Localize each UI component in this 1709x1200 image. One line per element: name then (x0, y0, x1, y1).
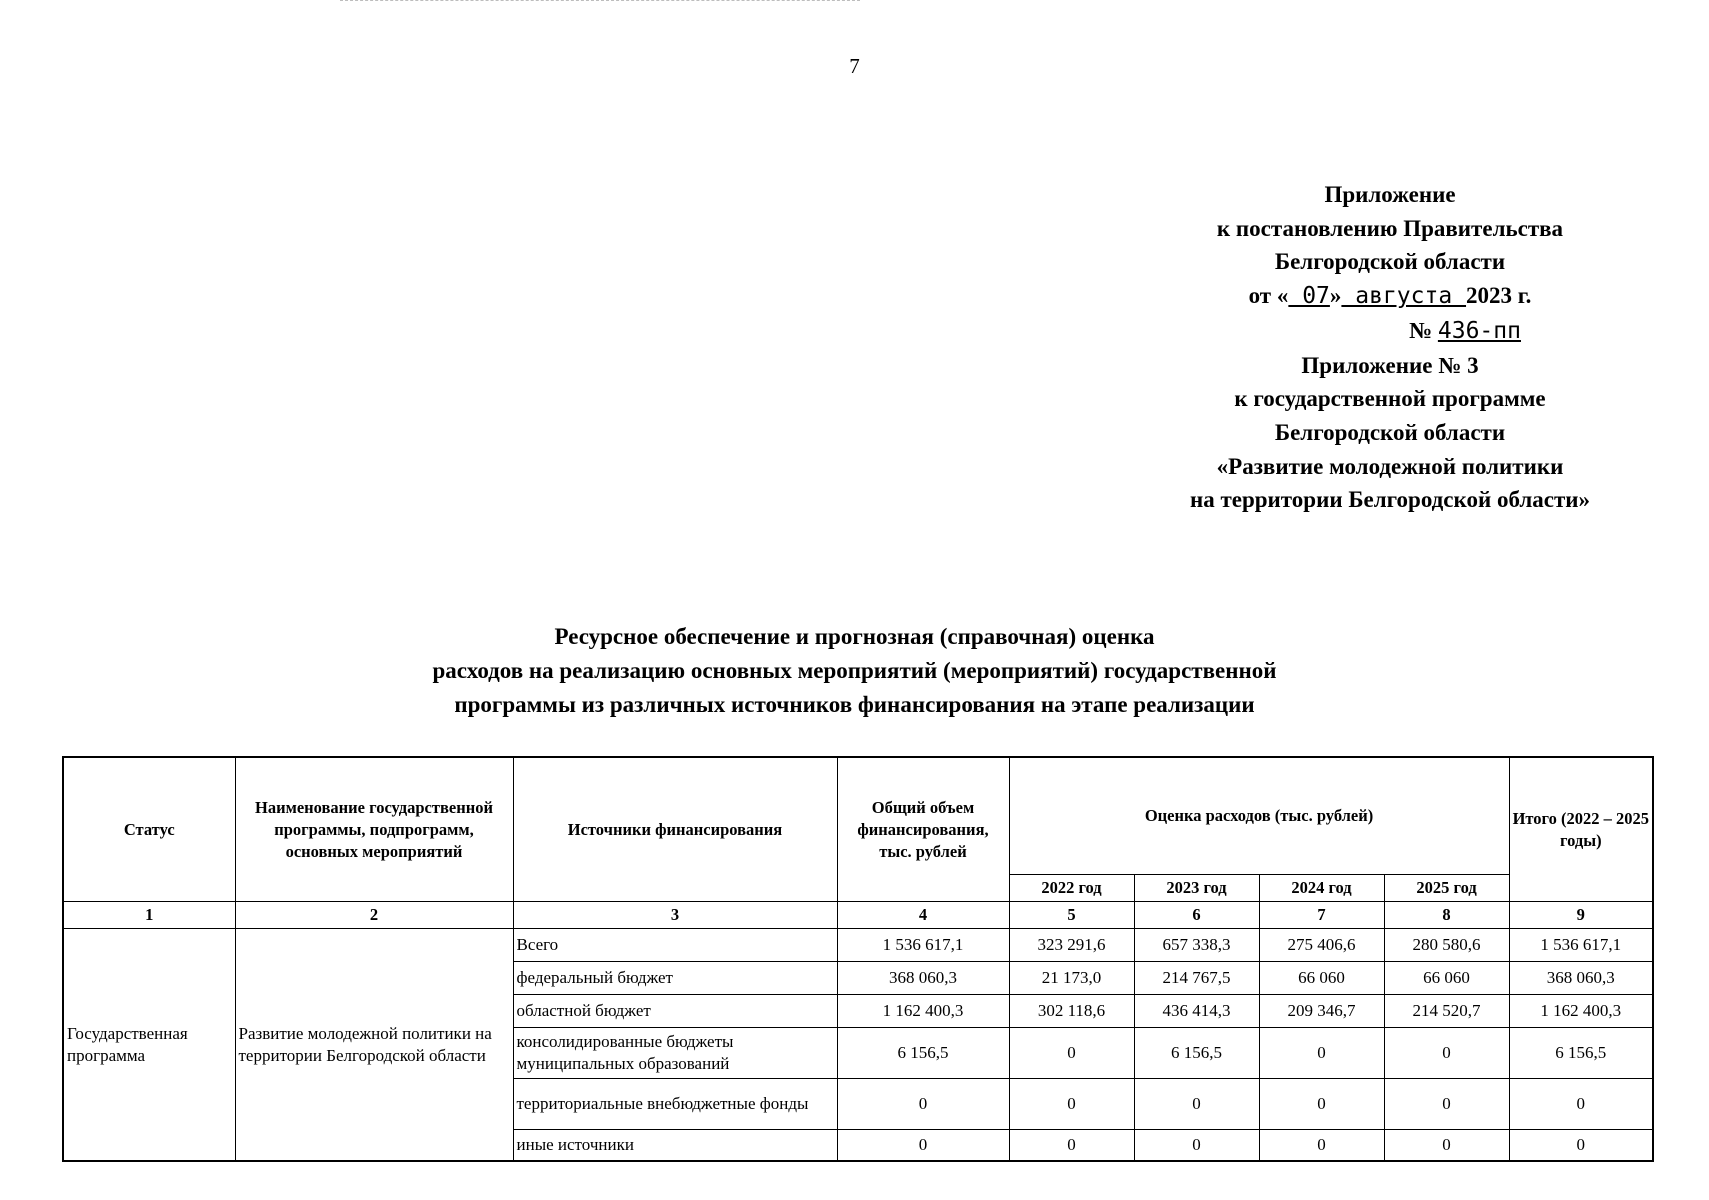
date-prefix: от « (1248, 283, 1289, 309)
year-2025-cell: 66 060 (1384, 962, 1509, 995)
total-cell: 0 (837, 1079, 1009, 1130)
header-line-2: к постановлению Правительства (1216, 215, 1564, 241)
col-header-total-volume: Общий объем финансирования, тыс. рублей (837, 757, 1009, 902)
sum-cell: 0 (1509, 1130, 1653, 1162)
col-number: 1 (63, 902, 235, 929)
sum-cell: 6 156,5 (1509, 1028, 1653, 1079)
col-header-year: 2025 год (1384, 875, 1509, 902)
scan-top-rule (340, 0, 860, 3)
appendix-header (1140, 178, 1640, 517)
year-2025-cell: 214 520,7 (1384, 995, 1509, 1028)
col-header-estimate: Оценка расходов (тыс. рублей) (1009, 757, 1509, 875)
col-header-sources: Источники финансирования (513, 757, 837, 902)
year-2025-cell: 280 580,6 (1384, 929, 1509, 962)
col-number: 7 (1259, 902, 1384, 929)
source-cell: территориальные внебюджетные фонды (513, 1079, 837, 1130)
year-2025-cell: 0 (1384, 1130, 1509, 1162)
year-2022-cell: 0 (1009, 1079, 1134, 1130)
total-cell: 6 156,5 (837, 1028, 1009, 1079)
year-2024-cell: 66 060 (1259, 962, 1384, 995)
column-number-row (63, 902, 1653, 929)
year-2024-cell: 209 346,7 (1259, 995, 1384, 1028)
year-2022-cell: 0 (1009, 1028, 1134, 1079)
year-2024-cell: 0 (1259, 1130, 1384, 1162)
col-header-year: 2022 год (1009, 875, 1134, 902)
year-2024-cell: 0 (1259, 1028, 1384, 1079)
year-2024-cell: 0 (1259, 1079, 1384, 1130)
col-header-total-period: Итого (2022 – 2025 годы) (1509, 757, 1653, 902)
program-name-cell: Развитие молодежной политики на территории Белгородской области (235, 929, 513, 1162)
date-year: 2023 г. (1466, 283, 1532, 309)
header-line-3: Белгородской области (1274, 249, 1506, 275)
date-mid: » (1329, 283, 1342, 309)
total-cell: 1 536 617,1 (837, 929, 1009, 962)
year-2022-cell: 21 173,0 (1009, 962, 1134, 995)
year-2023-cell: 6 156,5 (1134, 1028, 1259, 1079)
col-number: 8 (1384, 902, 1509, 929)
source-cell: консолидированные бюджеты муниципальных образований (513, 1028, 837, 1079)
page-number: 7 (849, 54, 860, 78)
source-cell: областной бюджет (513, 995, 837, 1028)
col-header-status: Статус (63, 757, 235, 902)
title-line-1: Ресурсное обеспечение и прогнозная (справочная) оценка (554, 624, 1155, 649)
source-cell: Всего (513, 929, 837, 962)
header-number-line (1140, 314, 1640, 349)
year-2022-cell: 323 291,6 (1009, 929, 1134, 962)
document-title (0, 620, 1709, 722)
col-number: 9 (1509, 902, 1653, 929)
year-2022-cell: 0 (1009, 1130, 1134, 1162)
year-2023-cell: 657 338,3 (1134, 929, 1259, 962)
col-header-year: 2024 год (1259, 875, 1384, 902)
col-number: 6 (1134, 902, 1259, 929)
date-day: 07 (1288, 283, 1330, 310)
table-row (63, 929, 1653, 962)
year-2024-cell: 275 406,6 (1259, 929, 1384, 962)
col-header-name: Наименование государственной программы, подпрограмм, основных мероприятий (235, 757, 513, 902)
col-number: 3 (513, 902, 837, 929)
header-date-line (1140, 279, 1640, 314)
sum-cell: 0 (1509, 1079, 1653, 1130)
number-prefix: № (1409, 317, 1438, 343)
date-month: августа (1341, 283, 1467, 310)
year-2025-cell: 0 (1384, 1079, 1509, 1130)
header-line-6: Приложение № 3 (1301, 352, 1479, 378)
title-line-2: расходов на реализацию основных мероприятий (мероприятий) государственной (432, 658, 1277, 683)
title-line-3: программы из различных источников финансирования на этапе реализации (454, 692, 1255, 717)
sum-cell: 1 162 400,3 (1509, 995, 1653, 1028)
col-number: 5 (1009, 902, 1134, 929)
year-2023-cell: 0 (1134, 1079, 1259, 1130)
header-line-9: «Развитие молодежной политики (1216, 453, 1564, 479)
source-cell: федеральный бюджет (513, 962, 837, 995)
total-cell: 1 162 400,3 (837, 995, 1009, 1028)
header-row (63, 757, 1653, 875)
header-line-1: Приложение (1324, 182, 1456, 207)
year-2025-cell: 0 (1384, 1028, 1509, 1079)
header-line-8: Белгородской области (1274, 419, 1506, 445)
year-2023-cell: 0 (1134, 1130, 1259, 1162)
total-cell: 368 060,3 (837, 962, 1009, 995)
header-line-7: к государственной программе (1234, 386, 1546, 412)
budget-table (62, 756, 1654, 1162)
total-cell: 0 (837, 1130, 1009, 1162)
year-2023-cell: 214 767,5 (1134, 962, 1259, 995)
col-header-year: 2023 год (1134, 875, 1259, 902)
header-line-10: на территории Белгородской области» (1189, 487, 1591, 513)
year-2023-cell: 436 414,3 (1134, 995, 1259, 1028)
year-2022-cell: 302 118,6 (1009, 995, 1134, 1028)
status-cell: Государственная программа (63, 929, 235, 1162)
source-cell: иные источники (513, 1130, 837, 1162)
col-number: 4 (837, 902, 1009, 929)
sum-cell: 368 060,3 (1509, 962, 1653, 995)
col-number: 2 (235, 902, 513, 929)
number-value: 436-пп (1437, 317, 1521, 344)
sum-cell: 1 536 617,1 (1509, 929, 1653, 962)
